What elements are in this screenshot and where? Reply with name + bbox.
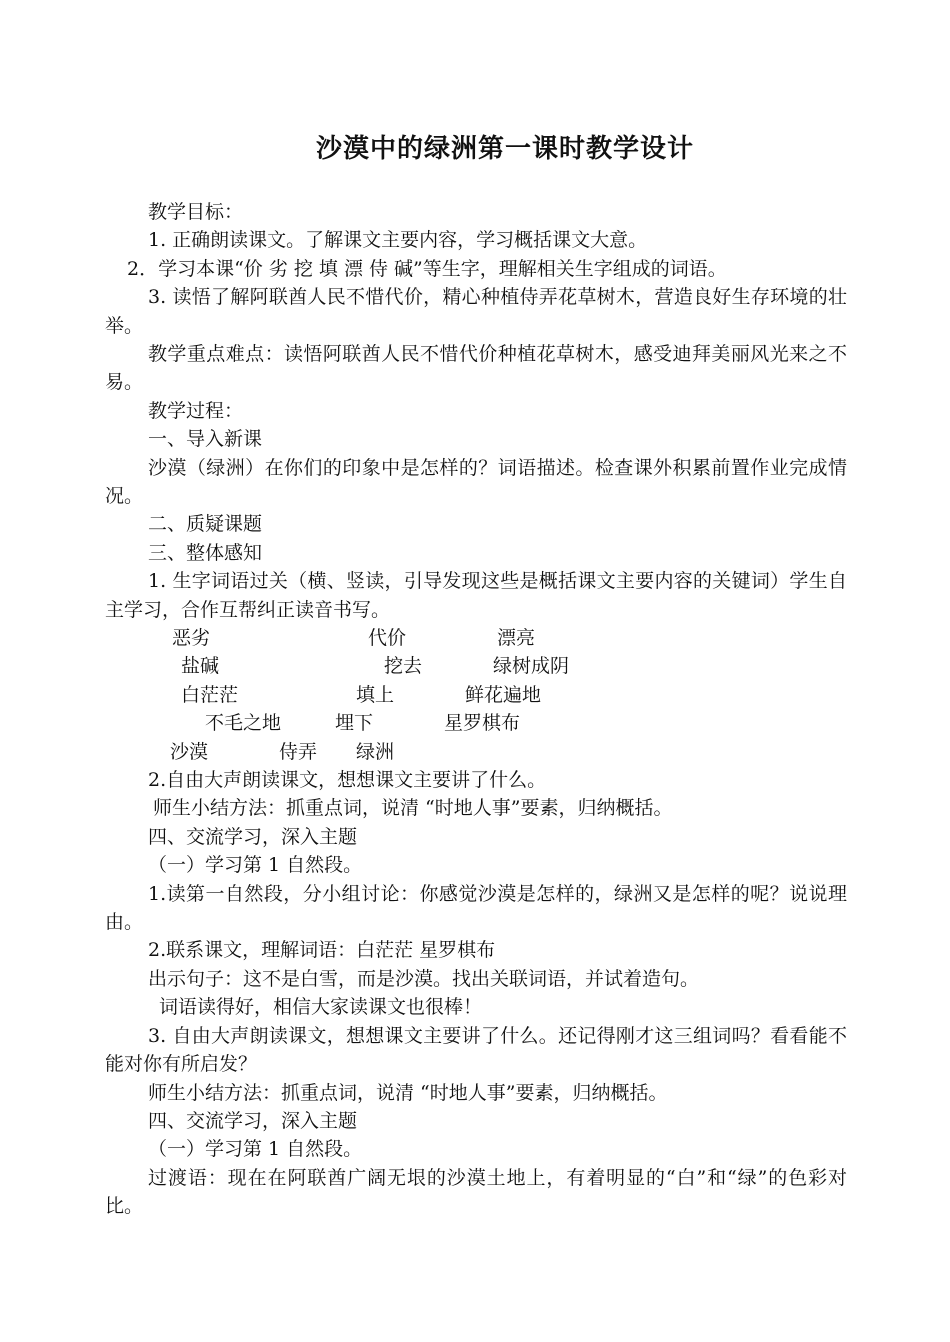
vocab-understanding: 2.联系课文，理解词语：白茫茫 星罗棋布 — [148, 939, 496, 962]
word-row — [105, 624, 847, 652]
word: 挖去 — [384, 655, 423, 678]
word: 白茫茫 — [181, 683, 239, 706]
word-row — [105, 738, 847, 766]
sentence-task: 出示句子：这不是白雪，而是沙漠。找出关联词语，并试着造句。 — [148, 967, 700, 990]
section-heading-process: 教学过程： — [148, 399, 244, 422]
praise-line: 词语读得好，相信大家读课文也很棒！ — [159, 996, 483, 1019]
word: 不毛之地 — [205, 712, 282, 735]
document-body — [105, 198, 847, 1221]
step-heading-question: 二、质疑课题 — [148, 513, 263, 536]
transition-line: 过渡语：现在在阿联酋广阔无垠的沙漠土地上，有着明显的“白”和“绿”的色彩对比。 — [105, 1166, 847, 1218]
word: 绿树成阴 — [493, 655, 570, 678]
reading-task: 2.自由大声朗读课文，想想课文主要讲了什么。 — [148, 769, 547, 792]
word: 埋下 — [335, 712, 374, 735]
word: 盐碱 — [181, 655, 220, 678]
word: 漂亮 — [497, 627, 536, 650]
word: 恶劣 — [172, 627, 211, 650]
word-row — [105, 681, 847, 709]
word: 绿洲 — [356, 740, 395, 763]
word: 代价 — [368, 627, 407, 650]
vocab-paragraph: 1. 生字词语过关（横、竖读，引导发现这些是概括课文主要内容的关键词）学生自主学习，合作互帮纠正读音书写。 — [105, 570, 847, 621]
sub-heading-paragraph-1: （一）学习第 1 自然段。 — [148, 854, 363, 877]
summary-method-2: 师生小结方法：抓重点词，说清 “时地人事”要素，归纳概括。 — [148, 1081, 668, 1104]
word-row — [105, 652, 847, 680]
step-heading-discussion-2: 四、交流学习，深入主题 — [148, 1109, 358, 1132]
intro-paragraph: 沙漠（绿洲）在你们的印象中是怎样的？词语描述。检查课外积累前置作业完成情况。 — [105, 456, 847, 508]
key-points: 教学重点难点：读悟阿联酋人民不惜代价种植花草树木，感受迪拜美丽风光来之不易。 — [105, 343, 847, 394]
word: 鲜花遍地 — [465, 683, 542, 706]
word: 沙漠 — [170, 740, 209, 763]
sub-heading-paragraph-1-2: （一）学习第 1 自然段。 — [148, 1138, 363, 1161]
step-heading-intro: 一、导入新课 — [148, 428, 263, 451]
reading-task-3: 3. 自由大声朗读课文，想想课文主要讲了什么。还记得刚才这三组词吗？看看能不能对你有所启发？ — [105, 1024, 847, 1076]
step-heading-overview: 三、整体感知 — [148, 541, 263, 564]
summary-method: 师生小结方法：抓重点词，说清 “时地人事”要素，归纳概括。 — [153, 797, 673, 820]
objective-1: 1. 正确朗读课文。了解课文主要内容，学习概括课文大意。 — [148, 229, 648, 252]
word-row — [105, 709, 847, 737]
step-heading-discussion: 四、交流学习，深入主题 — [148, 825, 358, 848]
word: 填上 — [356, 683, 395, 706]
objective-3: 3. 读悟了解阿联酋人民不惜代价，精心种植侍弄花草树木，营造良好生存环境的壮举。 — [105, 286, 847, 337]
section-heading-objectives: 教学目标： — [148, 201, 244, 223]
page-title: 沙漠中的绿洲第一课时教学设计 — [315, 134, 694, 164]
word: 星罗棋布 — [444, 712, 521, 735]
objective-2: 2．学习本课“价 劣 挖 填 漂 侍 碱”等生字，理解相关生字组成的词语。 — [127, 257, 727, 280]
discussion-task: 1.读第一自然段，分小组讨论：你感觉沙漠是怎样的，绿洲又是怎样的呢？说说理由。 — [105, 882, 847, 934]
word: 侍弄 — [279, 740, 318, 763]
